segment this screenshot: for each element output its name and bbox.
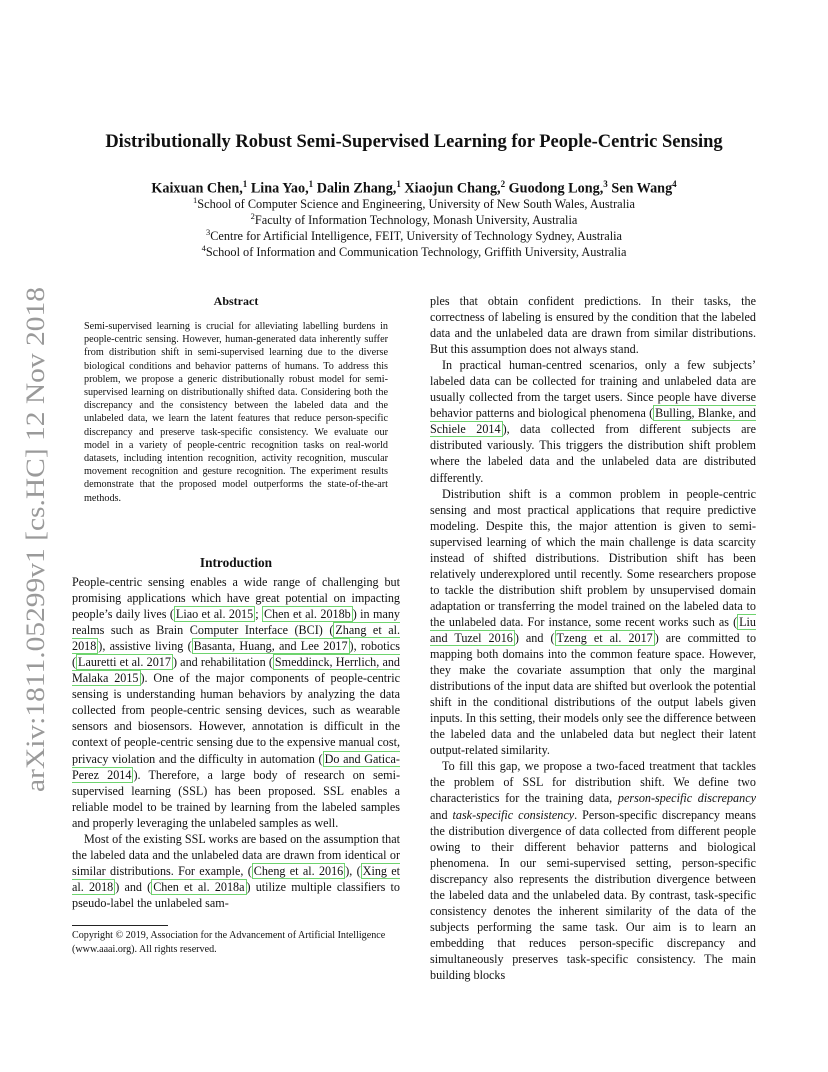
text-run: ) utilize multiple classifiers to pseudo-label the unlabeled sam- bbox=[72, 879, 401, 910]
text-run: ) and ( bbox=[514, 630, 555, 645]
text-run: Distribution shift is a common problem in people-centric sensing and most practical applications that require predictive modeling. Despite this, the major attention is given to semi-supervised learning of which the main challenge is data scarcity instead of shifted distributions. Distribution shift has been relatively underexplored until recently. Some researchers propose to tackle the distribution shift problem by unsupervised domain adaptation or transferring the model trained on the labeled data to the unlabeled data. For instance, some recent works such as ( bbox=[430, 486, 756, 629]
affiliation-text: Centre for Artificial Intelligence, FEIT, University of Technology Sydney, Australia bbox=[210, 229, 623, 244]
author-affiliation-mark: 2 bbox=[500, 179, 506, 189]
text-run: In practical human-centred scenarios, only a few subjects’ labeled data can be collected for training and unlabeled data are usually collected from the target users. Since people have diverse behavior patterns and biological phenomena ( bbox=[430, 358, 756, 421]
citation-link[interactable]: Smeddinck, Herrlich, and Malaka 2015 bbox=[72, 655, 400, 686]
body-paragraph bbox=[430, 758, 756, 983]
arxiv-stamp-text: arXiv:1811.05299v1 [cs.HC] 12 Nov 2018 bbox=[21, 346, 50, 792]
text-run: ), data collected from different subjects are distributed variously. This triggers the distribution shift problem where the labeled data and the unlabeled data are distributed differently. bbox=[430, 422, 756, 485]
citation-link[interactable]: Lauretti et al. 2017 bbox=[78, 655, 171, 670]
body-paragraph bbox=[430, 357, 756, 485]
author-affiliation-mark: 1 bbox=[308, 179, 314, 189]
affiliation-number: 1 bbox=[193, 195, 198, 205]
author-affiliation-mark: 3 bbox=[603, 179, 608, 189]
text-run: . Person-specific discrepancy means the distribution divergence of data collected from different people owing to their different behavior patterns and biological phenomena. In our semi-supervised setting, person-specific discrepancy also represents the distribution divergence between the labeled data and the unlabeled data. By contrast, task-specific consistency denotes the inherent similarity of the data of the subjects performing the same task. Our aim is to learn an embedding that reduces person-specific discrepancy and simultaneously preserves task-specific consistency. The main building blocks bbox=[430, 807, 756, 982]
emphasized-term: person-specific discrepancy bbox=[617, 791, 756, 806]
left-column-body bbox=[72, 574, 400, 911]
text-run: ), ( bbox=[345, 863, 361, 878]
author-name: Lina Yao, bbox=[250, 180, 309, 197]
author-name: Sen Wang bbox=[611, 180, 673, 197]
affiliation-number: 3 bbox=[205, 227, 211, 237]
text-run: ) are committed to mapping both domains into the common feature space. However, they make the covariate assumption that only the marginal distributions of the input data are shifted but overlook the potential shift in the conditional distributions of the output labels given inputs. In this setting, their models only see the difference between the labeled data and the unlabeled data but neglect their latent output-related similarity. bbox=[430, 630, 757, 758]
citation-link[interactable]: Tzeng et al. 2017 bbox=[556, 630, 653, 645]
affiliation-text: Faculty of Information Technology, Monash University, Australia bbox=[254, 213, 578, 228]
citation-link[interactable]: Liu and Tuzel 2016 bbox=[430, 614, 756, 645]
abstract-heading: Abstract bbox=[213, 294, 259, 308]
citation-link[interactable]: Chen et al. 2018b bbox=[263, 607, 351, 622]
text-run: ) and rehabilitation ( bbox=[172, 655, 273, 670]
body-paragraph bbox=[430, 486, 756, 759]
affiliation-text: School of Information and Communication Technology, Griffith University, Australia bbox=[205, 245, 627, 260]
author-name: Kaixuan Chen, bbox=[151, 180, 243, 197]
text-run: ), assistive living ( bbox=[98, 639, 192, 654]
author-name: Guodong Long, bbox=[508, 180, 604, 197]
body-paragraph bbox=[72, 831, 400, 911]
copyright-footnote: Copyright © 2019, Association for the Advancement of Artificial Intelligence (www.aaai.org). All rights reserved. bbox=[72, 930, 386, 955]
affiliation-number: 4 bbox=[201, 243, 206, 253]
author-name: Xiaojun Chang, bbox=[404, 180, 501, 197]
text-run: ). Therefore, a large body of research on semi-supervised learning (SSL) has been proposed. SSL enables a reliable model to be trained by learning from the labeled samples and properly leveraging the unlabeled samples as well. bbox=[72, 767, 401, 830]
abstract-text: Semi-supervised learning is crucial for alleviating labelling burdens in people-centric sensing. However, human-generated data inherently suffer from distribution shift in semi-supervised learning due to the diverse biological conditions and behavior patterns of humans. To address this problem, we propose a generic distributionally robust model for semi-supervised learning on distributionally shifted data. Considering both the discrepancy and the consistency between the labeled data and the unlabeled data, we learn the latent features that reduce person-specific discrepancy and preserve task-specific consistency. We evaluate our model in a variety of people-centric recognition tasks on real-world datasets, including intention recognition, activity recognition, muscular movement recognition and gesture recognition. The experiment results demonstrate that the proposed model outperforms the state-of-the-art methods. bbox=[84, 321, 388, 504]
footnote-divider bbox=[72, 925, 168, 926]
text-run: To fill this gap, we propose a two-faced treatment that tackles the problem of SSL for distribution shift. We define two characteristics for the training data, bbox=[430, 759, 756, 806]
body-paragraph bbox=[72, 574, 400, 831]
text-run: and bbox=[430, 807, 453, 822]
affiliation-line bbox=[40, 240, 788, 260]
text-run: ), robotics ( bbox=[72, 639, 400, 670]
paper-title: Distributionally Robust Semi-Supervised Learning for People-Centric Sensing bbox=[105, 132, 723, 152]
citation-link[interactable]: Chen et al. 2018a bbox=[153, 879, 245, 894]
author-affiliation-mark: 4 bbox=[672, 179, 677, 189]
citation-link[interactable]: Bulling, Blanke, and Schiele 2014 bbox=[430, 406, 756, 437]
author-affiliation-mark: 1 bbox=[242, 179, 248, 189]
emphasized-term: task-specific consistency bbox=[452, 807, 575, 822]
text-run: ples that obtain confident predictions. In their tasks, the correctness of labeling is ensured by the condition that the labeled data and the unlabeled data are drawn from similar distributions. But this assumption does not always stand. bbox=[430, 294, 756, 357]
text-run: ) in many realms such as Brain Computer Interface (BCI) ( bbox=[72, 607, 400, 638]
citation-link[interactable]: Cheng et al. 2016 bbox=[253, 863, 344, 878]
affiliation-text: School of Computer Science and Engineering, University of New South Wales, Australia bbox=[197, 197, 635, 212]
text-run: ) and ( bbox=[115, 879, 152, 894]
author-name: Dalin Zhang, bbox=[316, 180, 397, 197]
citation-link[interactable]: Zhang et al. 2018 bbox=[72, 623, 401, 654]
right-column-body bbox=[430, 293, 756, 983]
text-run: Most of the existing SSL works are based on the assumption that the labeled data and the unlabeled data are drawn from identical or similar distributions. For example, ( bbox=[72, 831, 400, 878]
arxiv-stamp bbox=[10, 282, 54, 802]
citation-link[interactable]: Liao et al. 2015 bbox=[175, 607, 254, 622]
text-run: ; bbox=[255, 607, 262, 622]
citation-link[interactable]: Do and Gatica-Perez 2014 bbox=[72, 751, 400, 782]
citation-link[interactable]: Basanta, Huang, and Lee 2017 bbox=[193, 639, 348, 654]
introduction-heading: Introduction bbox=[199, 555, 273, 570]
text-run: People-centric sensing enables a wide range of challenging but promising applications which have great potential on impacting people’s daily lives ( bbox=[72, 575, 400, 622]
author-affiliation-mark: 1 bbox=[396, 179, 401, 189]
body-paragraph bbox=[430, 293, 756, 357]
citation-link[interactable]: Xing et al. 2018 bbox=[72, 863, 401, 894]
affiliation-number: 2 bbox=[250, 211, 255, 221]
text-run: ). One of the major components of people-centric sensing is understanding human behaviors by analyzing the data collected from people-centric sensing devices, such as wearable sensors and biosensors. However, annotation is difficult in the context of people-centric sensing due to the expensive manual cost, privacy violation and the difficulty in automation ( bbox=[72, 671, 400, 766]
